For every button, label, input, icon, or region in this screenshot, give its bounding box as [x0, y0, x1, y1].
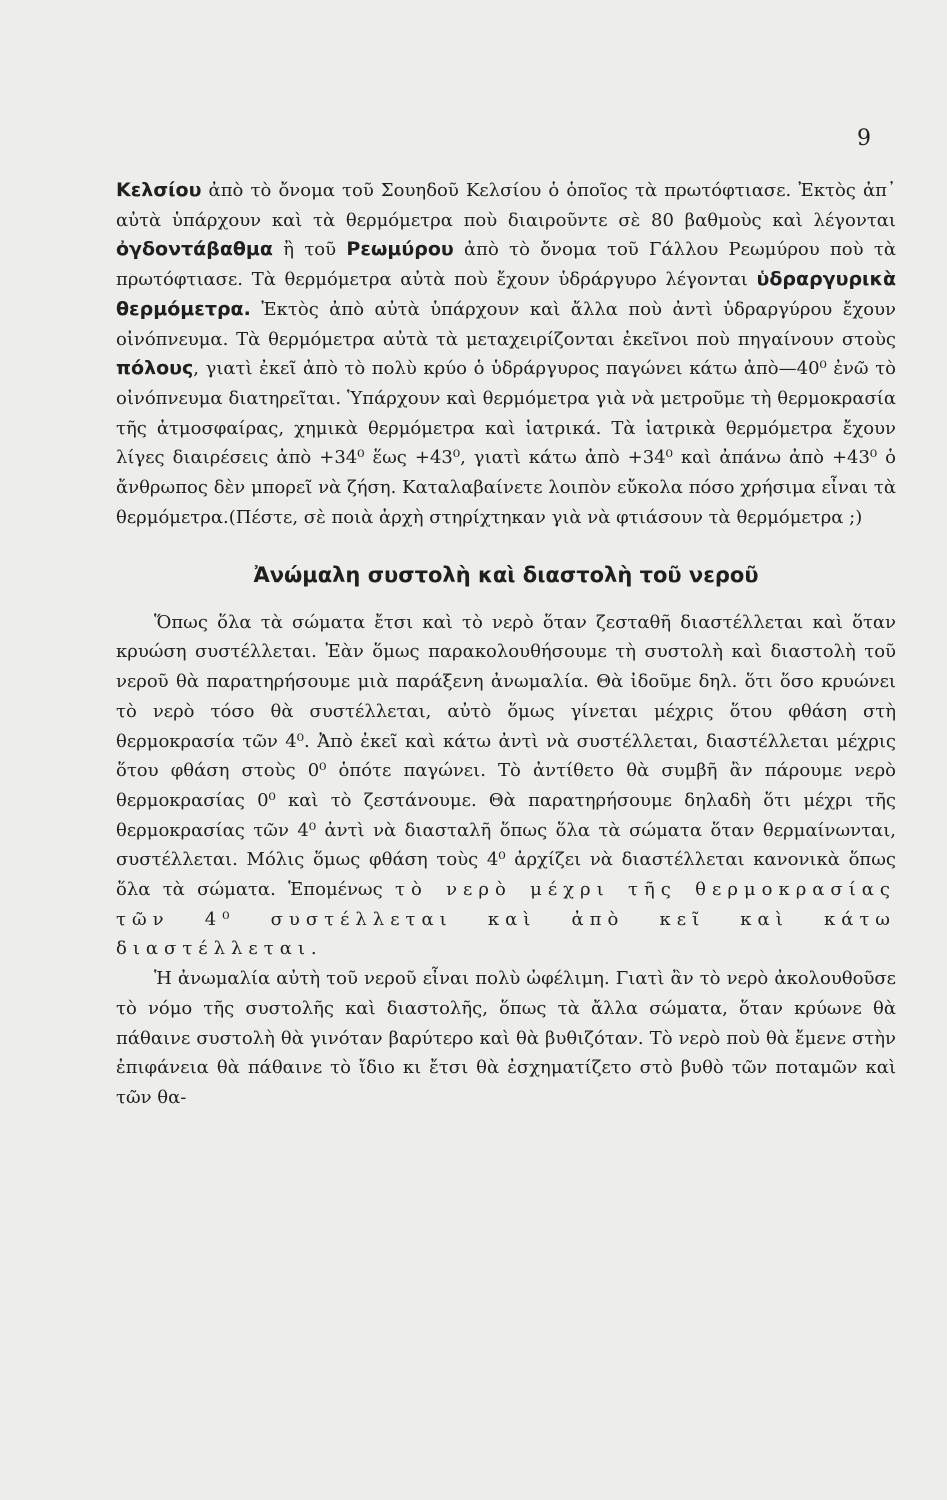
term-kelsiou: Κελσίου — [116, 179, 202, 201]
section-heading: Ἀνώμαλη συστολὴ καὶ διαστολὴ τοῦ νεροῦ — [253, 563, 759, 588]
text-span: Ὅπως ὅλα τὰ σώματα ἔτσι καὶ τὸ νερὸ ὅταν ζεσταθῆ διαστέλλεται καὶ ὅταν κρυώση συστέλλεται. Ἐὰν ὅμως παρακολουθήσουμε τὴ συστολὴ καὶ διαστολὴ τοῦ νεροῦ θὰ παρατηρήσουμε μιὰ παράξενη ἀνωμαλία. Θὰ ἰδοῦμε δηλ. ὅτι ὅσο κρυώνει τὸ νερὸ τόσο θὰ συστέλλεται, αὐτὸ ὅμως γίνεται μέχρις ὅτου φθάση στὴ θερμοκρασία τῶν 4⁰. Ἀπὸ ἐκεῖ καὶ κάτω ἀντὶ νὰ συστέλλεται, διαστέλλεται μέχρις ὅτου φθάση στοὺς 0⁰ ὁπότε παγώνει. Τὸ ἀντίθετο θὰ συμβῆ ἂν πάρουμε νερὸ θερμοκρασίας 0⁰ καὶ τὸ ζεστάνουμε. Θὰ παρατηρήσουμε δηλαδὴ ὅτι μέχρι τῆς θερμοκρασίας τῶν 4⁰ ἀντὶ νὰ διασταλῆ ὅπως ὅλα τὰ σώματα ὅταν θερμαίνωνται, συστέλλεται. Μόλις ὅμως φθάση τοὺς 4⁰ ἀρχίζει νὰ διαστέλλεται κανονικὰ ὅπως ὅλα τὰ σώματα. Ἑπομένως — [116, 611, 896, 901]
term-ogdontavathma: ὀγδοντάβαθμα — [116, 238, 273, 261]
emphasized-rule: τὸ νερὸ μέχρι τῆς θερμοκρασίας τῶν 4⁰ συστέλλεται καὶ ἀπὸ κεῖ καὶ κάτω διαστέλλεται. — [116, 879, 897, 960]
term-ydrargyrika: ὑδραργυρικὰ θερμόμετρα. — [116, 268, 896, 320]
page-content — [116, 176, 896, 1113]
text-span: ἀπὸ τὸ ὄνομα τοῦ Σουηδοῦ Κελσίου ὁ ὁποῖος τὰ πρωτόφτιασε. Ἐκτὸς ἀπ᾿ αὐτὰ ὑπάρχουν καὶ τὰ θερμόμετρα ποὺ διαιροῦντε σὲ 80 βαθμοὺς καὶ λέγονται — [116, 180, 896, 231]
term-polous: πόλους — [116, 357, 194, 380]
paragraph-anomaly-usefulness: Ἡ ἀνωμαλία αὐτὴ τοῦ νεροῦ εἶναι πολὺ ὠφέλιμη. Γιατὶ ἂν τὸ νερὸ ἀκολουθοῦσε τὸ νόμο τῆς συστολῆς καὶ διαστολῆς, ὅπως τὰ ἄλλα σώματα, ὅταν κρύωνε θὰ πάθαινε συστολὴ θὰ γινόταν βαρύτερο καὶ θὰ βυθιζόταν. Τὸ νερὸ ποὺ θὰ ἔμενε στὴν ἐπιφάνεια θὰ πάθαινε τὸ ἴδιο κι ἔτσι θὰ ἐσχηματίζετο στὸ βυθὸ τῶν ποταμῶν καὶ τῶν θα- — [116, 968, 896, 1108]
term-reomyrou: Ρεωμύρου — [346, 238, 454, 261]
text-span: ἀπὸ τὸ ὄνομα τοῦ Γάλλου Ρεωμύρου ποὺ τὰ πρωτόφτιασε. Τὰ θερμόμετρα αὐτὰ ποὺ ἔχουν ὑδράργυρο λέγονται — [116, 239, 896, 291]
text-span: ἢ τοῦ — [272, 239, 347, 261]
paragraph-thermometers — [116, 176, 896, 532]
page-number: 9 — [857, 126, 871, 151]
paragraph-water-anomaly — [116, 608, 896, 964]
text-span: , γιατὶ ἐκεῖ ἀπὸ τὸ πολὺ κρύο ὁ ὑδράργυρος παγώνει κάτω ἀπὸ—40⁰ ἐνῶ τὸ οἰνόπνευμα διατηρεῖται. Ὑπάρχουν καὶ θερμόμετρα γιὰ νὰ μετροῦμε τὴ θερμοκρασία τῆς ἀτμοσφαίρας, χημικὰ θερμόμετρα καὶ ἰατρικά. Τὰ ἰατρικὰ θερμόμετρα ἔχουν λίγες διαιρέσεις ἀπὸ +34⁰ ἕως +43⁰, γιατὶ κάτω ἀπὸ +34⁰ καὶ ἀπάνω ἀπὸ +43⁰ ὁ ἄνθρωπος δὲν μπορεῖ νὰ ζήση. Καταλαβαίνετε λοιπὸν εὔκολα πόσο χρήσιμα εἶναι τὰ θερμόμετρα.(Πέστε, σὲ ποιὰ ἀρχὴ στηρίχτηκαν γιὰ νὰ φτιάσουν τὰ θερμόμετρα ;) — [116, 358, 896, 528]
text-span: Ἐκτὸς ἀπὸ αὐτὰ ὑπάρχουν καὶ ἄλλα ποὺ ἀντὶ ὑδραργύρου ἔχουν οἰνόπνευμα. Τὰ θερμόμετρα αὐτὰ τὰ μεταχειρίζονται ἐκεῖνοι ποὺ πηγαίνουν στοὺς — [116, 298, 896, 350]
